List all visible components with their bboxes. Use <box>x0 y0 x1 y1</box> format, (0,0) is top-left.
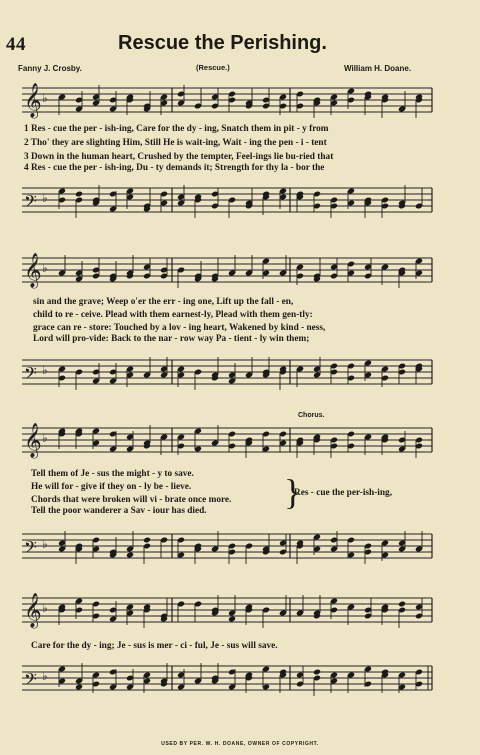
lyricist-credit: Fanny J. Crosby. <box>18 64 82 73</box>
svg-text:𝄞: 𝄞 <box>24 593 42 628</box>
svg-text:𝄢: 𝄢 <box>24 363 37 387</box>
svg-text:♭: ♭ <box>42 537 48 551</box>
bass-staff-system-1 <box>0 178 480 228</box>
verse-line-1-2: 2 Tho' they are slighting Him, Still He is wait-ing, Wait - ing the pen - i - tent <box>24 138 327 148</box>
copyright-footer: USED BY PER. W. H. DOANE, OWNER OF COPYRIGHT. <box>161 741 319 747</box>
svg-text:♭: ♭ <box>42 601 48 615</box>
bass-staff-system-2 <box>0 350 480 400</box>
verse-line-3-2: He will for - give if they on - ly be - lieve. <box>31 482 192 492</box>
composer-credit: William H. Doane. <box>344 64 412 73</box>
verse-line-1-3: 3 Down in the human heart, Crushed by the tempter, Feel-ings lie bu-ried that <box>24 152 334 162</box>
tune-name: (Rescue.) <box>196 63 230 72</box>
treble-staff-system-4 <box>0 588 480 638</box>
verse-line-2-3: grace can re - store: Touched by a lov - ing heart, Wakened by kind - ness, <box>33 323 326 333</box>
svg-text:♭: ♭ <box>42 363 48 377</box>
treble-staff-system-1 <box>0 78 480 128</box>
svg-text:♭: ♭ <box>42 261 48 275</box>
bass-staff-system-3 <box>0 524 480 574</box>
svg-text:𝄢: 𝄢 <box>24 537 37 561</box>
verse-brace: } <box>284 472 302 512</box>
verse-line-2-2: child to re - ceive. Plead with them earnest-ly, Plead with them gen-tly: <box>33 310 313 320</box>
chorus-label: Chorus. <box>298 412 325 419</box>
svg-text:♭: ♭ <box>42 91 48 105</box>
hymn-title: Rescue the Perishing. <box>118 32 327 54</box>
svg-text:𝄞: 𝄞 <box>24 83 42 118</box>
svg-text:𝄢: 𝄢 <box>24 669 37 693</box>
chorus-refrain-line: Res - cue the per-ish-ing, <box>294 488 393 498</box>
bass-staff-system-4 <box>0 656 480 706</box>
svg-text:𝄞: 𝄞 <box>24 253 42 288</box>
verse-line-2-1: sin and the grave; Weep o'er the err - ing one, Lift up the fall - en, <box>33 297 294 307</box>
svg-text:♭: ♭ <box>42 191 48 205</box>
verse-line-1-1: 1 Res - cue the per - ish-ing, Care for the dy - ing, Snatch them in pit - y from <box>24 124 329 134</box>
svg-text:𝄢: 𝄢 <box>24 191 37 215</box>
final-lyric-line: Care for the dy - ing; Je - sus is mer - ci - ful, Je - sus will save. <box>31 641 278 651</box>
hymn-number: 44 <box>6 34 26 55</box>
svg-text:♭: ♭ <box>42 669 48 683</box>
verse-line-3-1: Tell them of Je - sus the might - y to save. <box>31 469 194 479</box>
treble-staff-system-2 <box>0 248 480 298</box>
verse-line-2-4: Lord will pro-vide: Back to the nar - row way Pa - tient - ly win them; <box>33 334 310 344</box>
verse-line-1-4: 4 Res - cue the per - ish-ing, Du - ty demands it; Strength for thy la - bor the <box>24 163 325 173</box>
verse-line-3-4: Tell the poor wanderer a Sav - iour has died. <box>31 506 207 516</box>
treble-staff-system-3 <box>0 418 480 468</box>
svg-text:♭: ♭ <box>42 431 48 445</box>
svg-text:𝄞: 𝄞 <box>24 423 42 458</box>
verse-line-3-3: Chords that were broken will vi - brate once more. <box>31 495 232 505</box>
